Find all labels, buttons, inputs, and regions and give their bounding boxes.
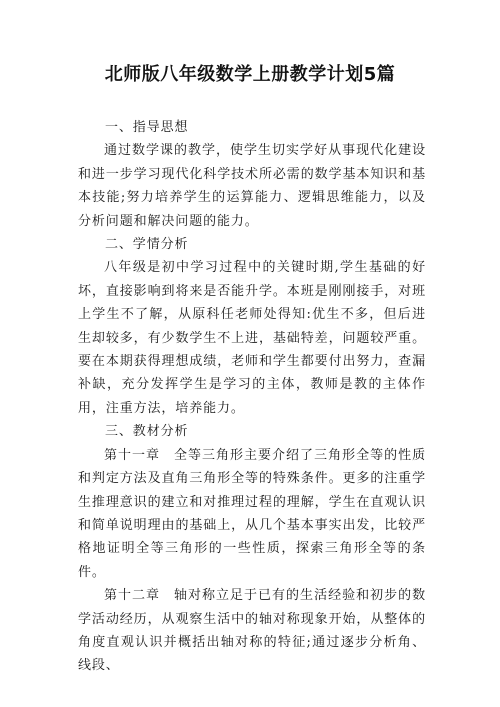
section-guiding-ideology (78, 116, 426, 233)
section-textbook-analysis (78, 420, 426, 677)
document-body (78, 116, 426, 678)
document-title: 北师版八年级数学上册教学计划5篇 (104, 64, 396, 85)
section-heading: 二、学情分析 (105, 237, 189, 253)
paragraph: 第十一章 全等三角形主要介绍了三角形全等的性质和判定方法及直角三角形全等的特殊条件。更多的注重学生推理意识的建立和对推理过程的理解，学生在直观认识和简单说明理由的基础上，从几个基本事实出发，比较严格地证明全等三角形的一些性质，探索三角形全等的条件。 (78, 447, 426, 580)
section-heading: 三、教材分析 (105, 424, 189, 440)
paragraph: 通过数学课的教学，使学生切实学好从事现代化建设和进一步学习现代化科学技术所必需的数学基本知识和基本技能;努力培养学生的运算能力、逻辑思维能力，以及分析问题和解决问题的能力。 (78, 143, 426, 229)
paragraph: 八年级是初中学习过程中的关键时期,学生基础的好坏，直接影响到将来是否能升学。本班是刚刚接手，对班上学生不了解，从原科任老师处得知:优生不多，但后进生却较多，有少数学生不上进，基础特差，问题较严重。要在本期获得理想成绩，老师和学生都要付出努力，查漏补缺，充分发挥学生是学习的主体，教师是教的主体作用，注重方法，培养能力。 (78, 260, 426, 416)
section-student-analysis (78, 233, 426, 420)
paragraph: 第十二章 轴对称立足于已有的生活经验和初步的数学活动经历，从观察生活中的轴对称现象开始，从整体的角度直观认识并概括出轴对称的特征;通过逐步分析角、线段、 (78, 588, 426, 674)
section-heading: 一、指导思想 (105, 120, 189, 135)
